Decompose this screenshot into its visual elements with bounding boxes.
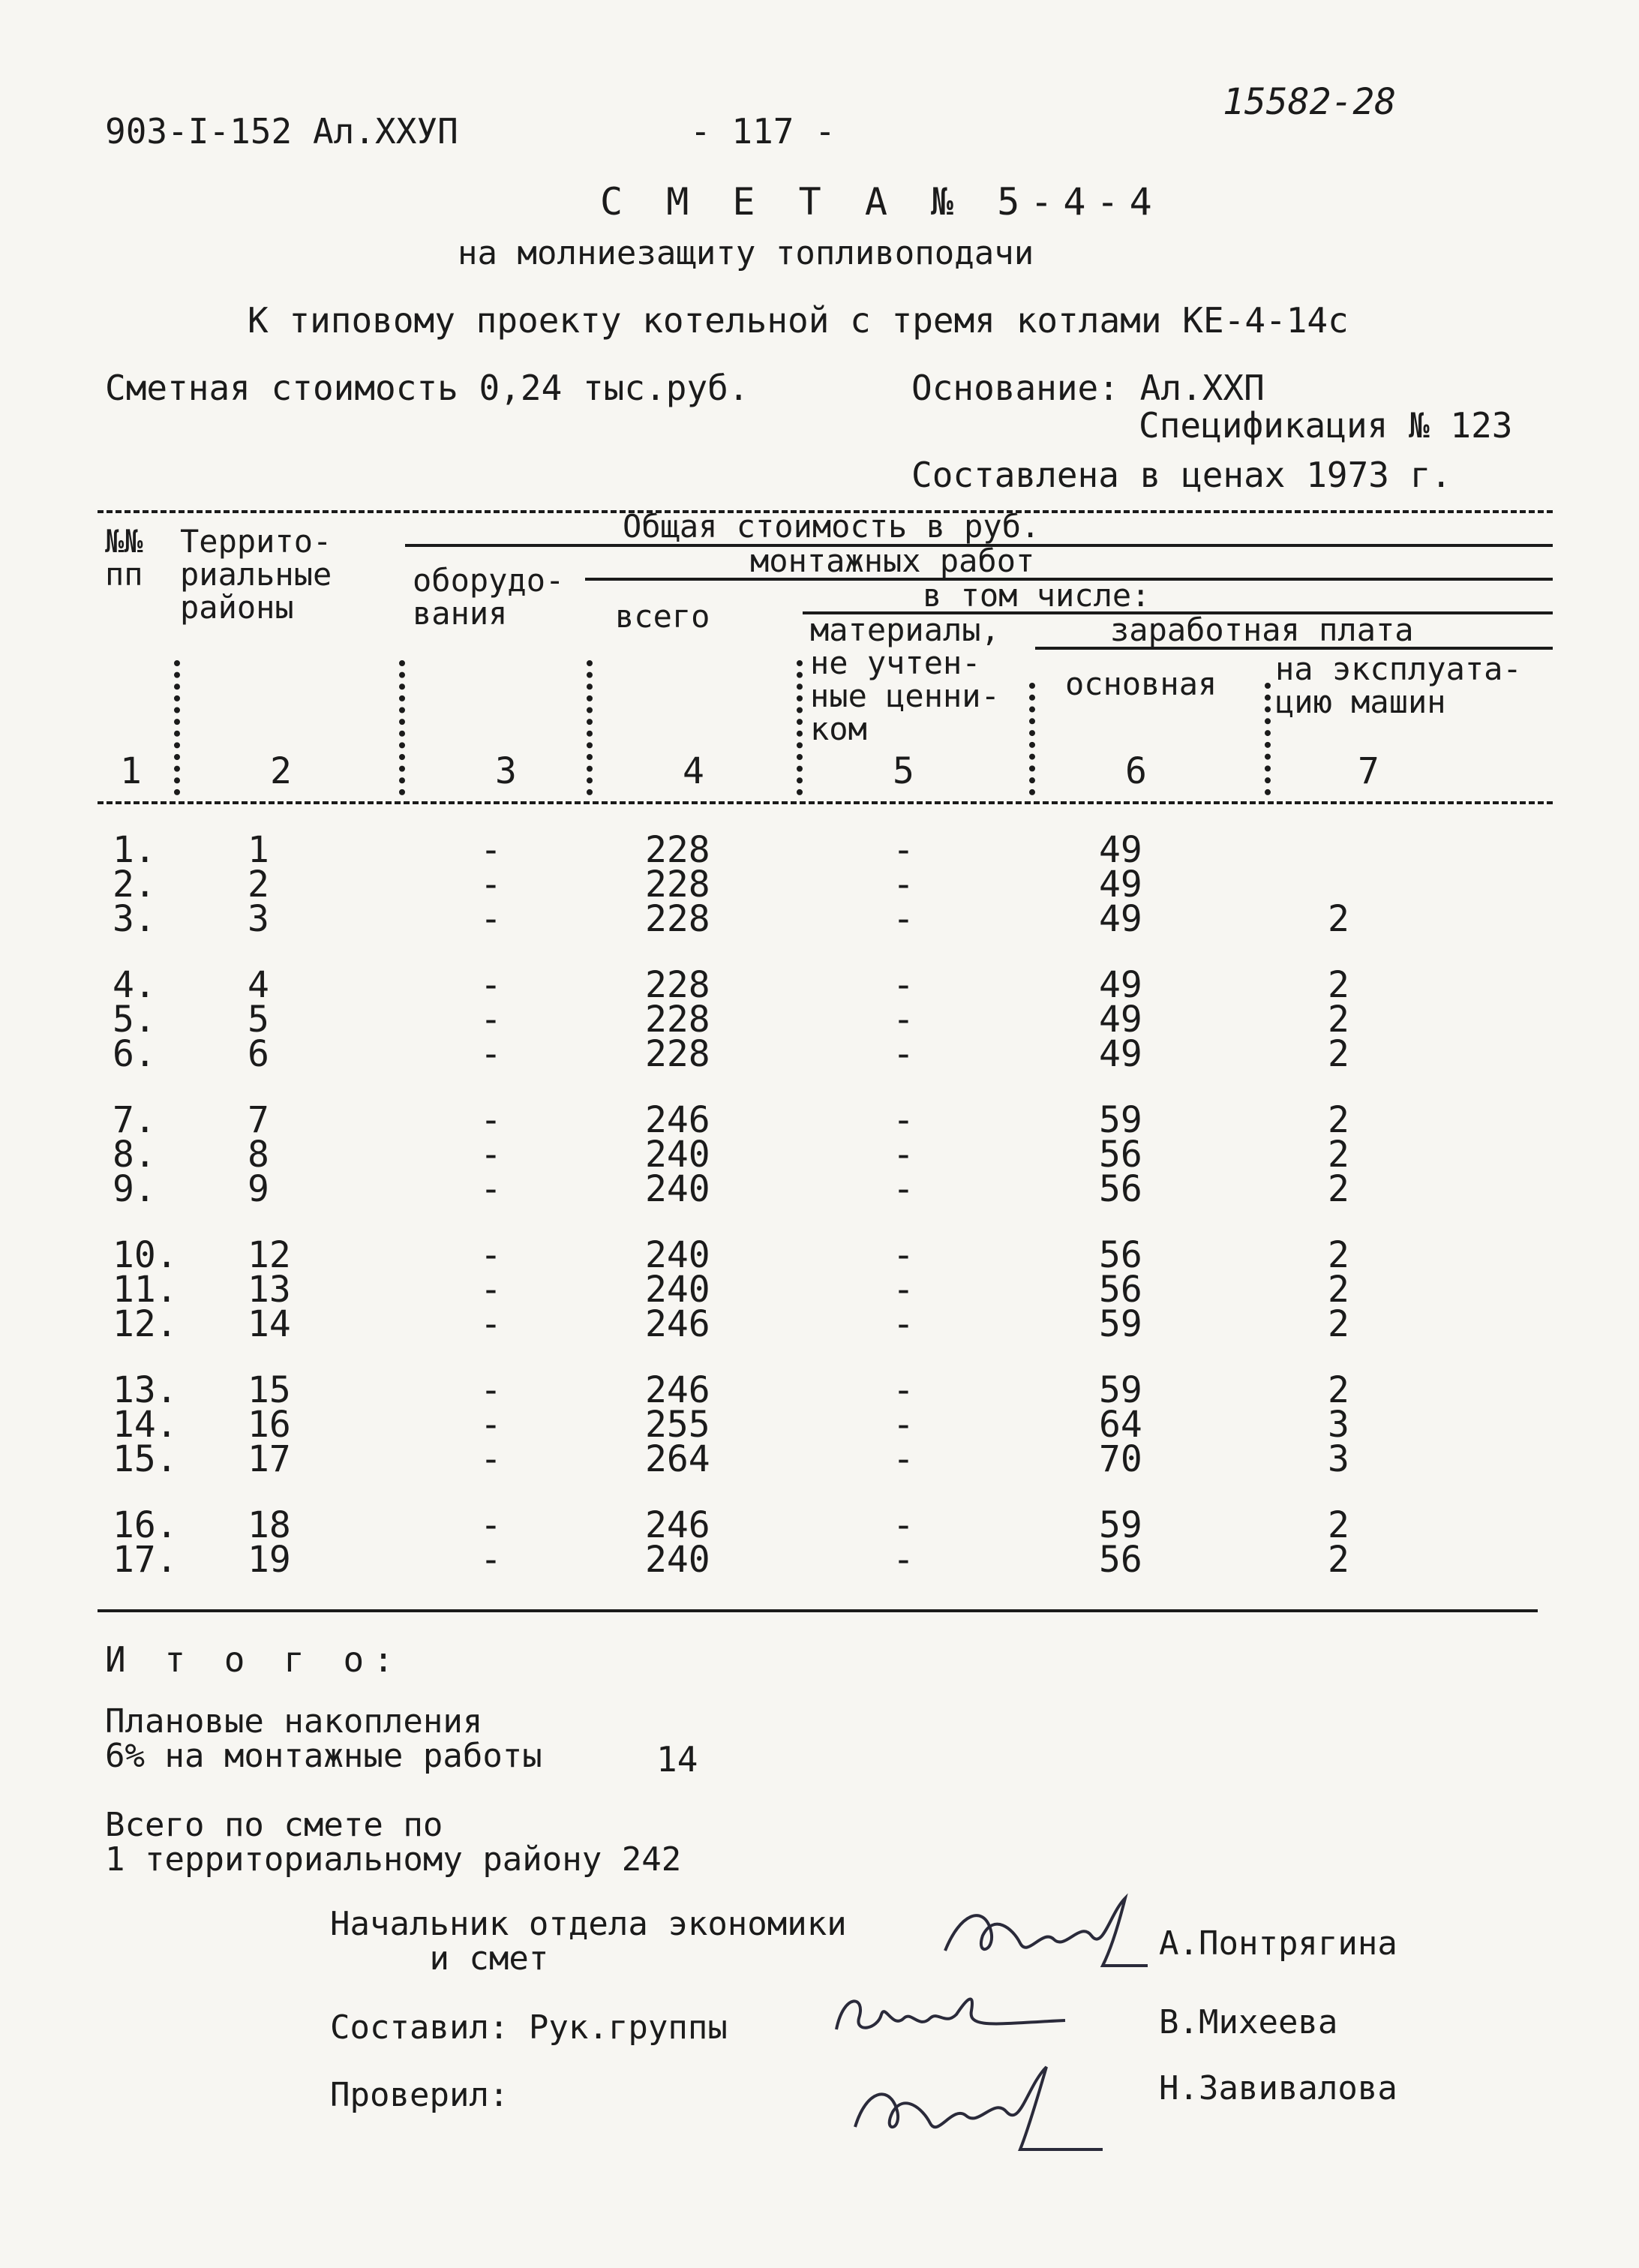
signature-compiled: [825, 1977, 1073, 2044]
registration-number: 15582-28: [1223, 81, 1397, 123]
cell-machines: 2: [1328, 1269, 1349, 1311]
cell-region: 5: [248, 999, 269, 1041]
cell-basic: 49: [1099, 964, 1142, 1006]
header-basic: основная: [1065, 665, 1217, 702]
cell-materials: -: [893, 864, 914, 906]
cell-region: 16: [248, 1404, 291, 1446]
cell-materials: -: [893, 1168, 914, 1210]
header-bottom-border: [98, 801, 1553, 804]
cell-machines: 2: [1328, 1134, 1349, 1176]
document-title: С М Е Т А № 5-4-4: [600, 180, 1163, 224]
cell-materials: -: [893, 1234, 914, 1276]
cell-basic: 49: [1099, 898, 1142, 940]
cell-equip: -: [480, 1369, 502, 1411]
basis-line: Основание: Ал.ХХП: [911, 368, 1265, 408]
col-number: 3: [495, 750, 517, 792]
cell-machines: 2: [1328, 1369, 1349, 1411]
cell-region: 14: [248, 1303, 291, 1345]
cell-machines: 2: [1328, 1168, 1349, 1210]
col-separator-5: [1029, 683, 1035, 795]
cell-total: 264: [645, 1438, 710, 1480]
page-number: - 117 -: [690, 111, 836, 152]
col-number: 7: [1358, 750, 1379, 792]
header-incl: в том числе:: [923, 577, 1151, 614]
cell-total: 246: [645, 1099, 710, 1141]
cell-machines: 3: [1328, 1404, 1349, 1446]
cell-equip: -: [480, 1404, 502, 1446]
header-materials: материалы, не учтен- ные ценни- ком: [810, 611, 1000, 747]
checked-role: Проверил:: [330, 2076, 509, 2114]
cell-materials: -: [893, 1269, 914, 1311]
cell-total: 228: [645, 864, 710, 906]
cell-materials: -: [893, 999, 914, 1041]
signature-chief: [930, 1883, 1155, 1981]
cell-no: 17.: [113, 1539, 178, 1581]
cell-equip: -: [480, 864, 502, 906]
cell-machines: 2: [1328, 1539, 1349, 1581]
cell-machines: 2: [1328, 999, 1349, 1041]
cell-no: 16.: [113, 1504, 178, 1546]
col-separator-1: [174, 660, 180, 795]
cell-machines: 2: [1328, 964, 1349, 1006]
header-total-cost: Общая стоимость в руб.: [623, 508, 1040, 545]
cell-region: 13: [248, 1269, 291, 1311]
cell-no: 6.: [113, 1033, 156, 1075]
cell-materials: -: [893, 1504, 914, 1546]
cell-no: 9.: [113, 1168, 156, 1210]
signature-checked: [840, 2056, 1110, 2161]
cell-materials: -: [893, 898, 914, 940]
cell-total: 246: [645, 1369, 710, 1411]
cell-no: 7.: [113, 1099, 156, 1141]
cell-no: 3.: [113, 898, 156, 940]
cell-total: 240: [645, 1234, 710, 1276]
cell-total: 228: [645, 999, 710, 1041]
cell-total: 246: [645, 1303, 710, 1345]
col-separator-6: [1265, 683, 1271, 795]
cell-total: 228: [645, 898, 710, 940]
cell-materials: -: [893, 829, 914, 871]
cell-region: 4: [248, 964, 269, 1006]
cell-equip: -: [480, 898, 502, 940]
cell-total: 240: [645, 1539, 710, 1581]
header-salary: заработная плата: [1110, 611, 1414, 648]
col-separator-2: [399, 660, 405, 795]
cell-region: 8: [248, 1134, 269, 1176]
cell-no: 13.: [113, 1369, 178, 1411]
col-number: 2: [270, 750, 292, 792]
cell-machines: 2: [1328, 1504, 1349, 1546]
cell-materials: -: [893, 1134, 914, 1176]
cell-total: 228: [645, 964, 710, 1006]
chief-role: Начальник отдела экономики и смет: [330, 1905, 847, 1978]
cell-basic: 70: [1099, 1438, 1142, 1480]
cell-equip: -: [480, 964, 502, 1006]
col-number: 6: [1125, 750, 1147, 792]
chief-name: А.Понтрягина: [1159, 1924, 1397, 1963]
cell-total: 240: [645, 1134, 710, 1176]
cell-equip: -: [480, 1438, 502, 1480]
cell-region: 1: [248, 829, 269, 871]
project-line: К типовому проекту котельной с тремя котлами КЕ-4-14с: [248, 300, 1349, 341]
header-all: всего: [615, 598, 710, 635]
col-number: 5: [893, 750, 914, 792]
table-bottom-border: [98, 1609, 1538, 1612]
cell-equip: -: [480, 1504, 502, 1546]
cell-materials: -: [893, 1539, 914, 1581]
cell-equip: -: [480, 1033, 502, 1075]
cell-basic: 49: [1099, 829, 1142, 871]
header-machines: на эксплуата- цию машин: [1275, 650, 1522, 720]
cell-no: 11.: [113, 1269, 178, 1311]
prices-year-line: Составлена в ценах 1973 г.: [911, 455, 1452, 495]
document-subtitle: на молниезащиту топливоподачи: [458, 234, 1034, 272]
compiled-name: В.Михеева: [1159, 2003, 1338, 2041]
cell-no: 15.: [113, 1438, 178, 1480]
cell-basic: 59: [1099, 1303, 1142, 1345]
cell-region: 9: [248, 1168, 269, 1210]
cell-no: 12.: [113, 1303, 178, 1345]
cell-total: 255: [645, 1404, 710, 1446]
cell-basic: 49: [1099, 864, 1142, 906]
planned-accumulation-value: 14: [656, 1739, 698, 1780]
cell-basic: 56: [1099, 1234, 1142, 1276]
cell-equip: -: [480, 999, 502, 1041]
cell-machines: 2: [1328, 1033, 1349, 1075]
cell-basic: 56: [1099, 1168, 1142, 1210]
col-number: 4: [683, 750, 704, 792]
document-code: 903-I-152 Ал.ХХУП: [105, 111, 458, 152]
cell-region: 3: [248, 898, 269, 940]
cell-materials: -: [893, 964, 914, 1006]
cell-no: 1.: [113, 829, 156, 871]
cell-region: 18: [248, 1504, 291, 1546]
cell-basic: 59: [1099, 1099, 1142, 1141]
cell-region: 12: [248, 1234, 291, 1276]
cell-region: 19: [248, 1539, 291, 1581]
cell-equip: -: [480, 1134, 502, 1176]
col-number: 1: [120, 750, 142, 792]
cell-materials: -: [893, 1099, 914, 1141]
cell-basic: 59: [1099, 1369, 1142, 1411]
cell-equip: -: [480, 1234, 502, 1276]
estimated-cost: Сметная стоимость 0,24 тыс.руб.: [105, 368, 749, 408]
cell-equip: -: [480, 829, 502, 871]
cell-basic: 49: [1099, 1033, 1142, 1075]
cell-machines: 2: [1328, 1234, 1349, 1276]
cell-materials: -: [893, 1369, 914, 1411]
header-no: №№ пп: [105, 523, 143, 593]
cell-region: 15: [248, 1369, 291, 1411]
specification-line: Спецификация № 123: [1139, 405, 1513, 446]
cell-materials: -: [893, 1033, 914, 1075]
cell-equip: -: [480, 1168, 502, 1210]
planned-accumulation-label: Плановые накопления 6% на монтажные работы: [105, 1702, 542, 1775]
cell-region: 6: [248, 1033, 269, 1075]
cell-equip: -: [480, 1269, 502, 1311]
cell-no: 5.: [113, 999, 156, 1041]
cell-no: 14.: [113, 1404, 178, 1446]
cell-basic: 49: [1099, 999, 1142, 1041]
checked-name: Н.Завивалова: [1159, 2069, 1397, 2107]
header-region: Террито- риальные районы: [180, 523, 332, 626]
cell-basic: 56: [1099, 1539, 1142, 1581]
cell-machines: 2: [1328, 898, 1349, 940]
cell-total: 240: [645, 1269, 710, 1311]
cell-region: 17: [248, 1438, 291, 1480]
cell-no: 10.: [113, 1234, 178, 1276]
total-region-label: Всего по смете по 1 территориальному району 242: [105, 1806, 682, 1879]
cell-basic: 56: [1099, 1269, 1142, 1311]
col-separator-3: [587, 660, 593, 795]
header-install: монтажных работ: [750, 542, 1035, 579]
cell-no: 4.: [113, 964, 156, 1006]
cell-machines: 2: [1328, 1099, 1349, 1141]
cell-machines: 2: [1328, 1303, 1349, 1345]
header-equipment: оборудо- вания: [413, 562, 565, 632]
col-separator-4: [797, 660, 803, 795]
cell-materials: -: [893, 1303, 914, 1345]
compiled-role: Составил: Рук.группы: [330, 2008, 728, 2047]
cell-no: 2.: [113, 864, 156, 906]
cell-region: 7: [248, 1099, 269, 1141]
cell-machines: 3: [1328, 1438, 1349, 1480]
cell-materials: -: [893, 1438, 914, 1480]
cell-equip: -: [480, 1539, 502, 1581]
itogo-label: И т о г о:: [105, 1639, 403, 1680]
cell-region: 2: [248, 864, 269, 906]
cell-equip: -: [480, 1099, 502, 1141]
cell-basic: 59: [1099, 1504, 1142, 1546]
cell-no: 8.: [113, 1134, 156, 1176]
cell-equip: -: [480, 1303, 502, 1345]
cell-basic: 64: [1099, 1404, 1142, 1446]
cell-total: 240: [645, 1168, 710, 1210]
cell-total: 246: [645, 1504, 710, 1546]
cell-total: 228: [645, 829, 710, 871]
cell-total: 228: [645, 1033, 710, 1075]
cell-materials: -: [893, 1404, 914, 1446]
cell-basic: 56: [1099, 1134, 1142, 1176]
